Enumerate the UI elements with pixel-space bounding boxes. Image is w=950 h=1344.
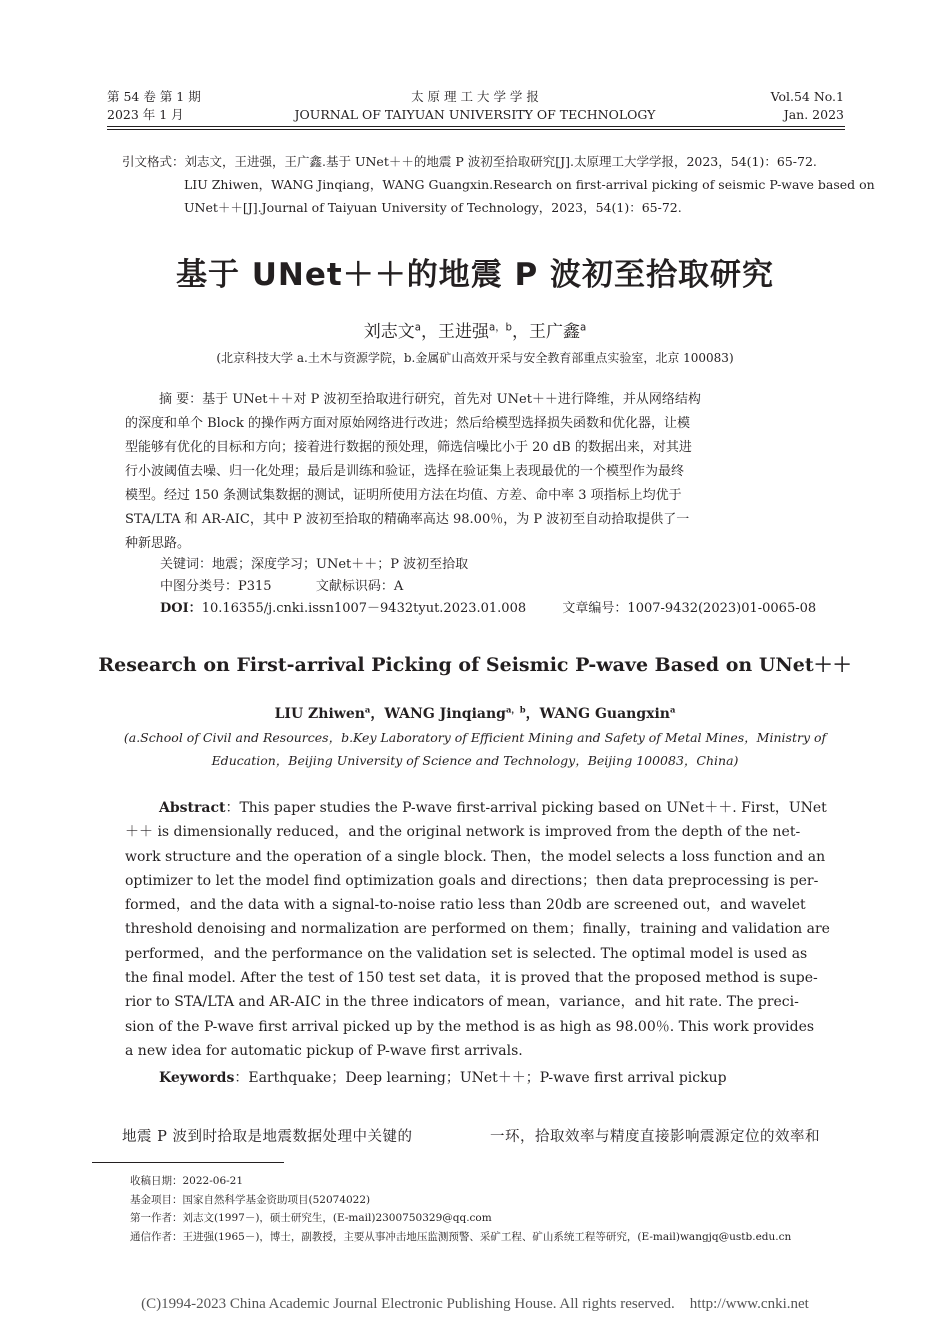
copyright-notice: (C)1994-2023 China Academic Journal Electronic Publishing House. All rights reserved. http://www.cnki.net [141,1296,809,1312]
author-2-en-sup: a，b [505,704,526,715]
abstract-zh-line-3: 行小波阈值去噪、归一化处理；最后是训练和验证，选择在验证集上表现最优的一个模型作为最终 [125,464,685,479]
header-rule-top [107,126,845,127]
author-3-zh: ，王广鑫 [511,322,580,342]
abstract-en-line-9: sion of the P-wave first arrival picked up by the method is as high as 98.00％. This work provides [125,1018,815,1035]
abstract-en-line-6: performed，and the performance on the validation set is selected. The optimal model is used as [125,945,808,962]
affiliation-en-line-2: Education，Beijing University of Science and Technology，Beijing 100083，China) [211,753,739,768]
doc-code-value: A [393,579,404,594]
abstract-en-line-4: formed，and the data with a signal-to-noise ratio less than 20db are screened out，and wavelet [125,897,806,914]
header-journal-en: JOURNAL OF TAIYUAN UNIVERSITY OF TECHNOLOGY [294,107,656,122]
abstract-zh-line-4: 模型。经过 150 条测试集数据的测试，证明所使用方法在均值、方差、命中率 3 项指标上均优于 [125,488,682,503]
affiliation-zh: (北京科技大学 a.土木与资源学院，b.金属矿山高效开采与安全教育部重点实验室，北京 100083) [216,351,734,365]
abstract-zh-line-5: STA/LTA 和 AR-AIC，其中 P 波初至拾取的精确率高达 98.00％，为 P 波初至自动拾取提供了一 [125,512,690,527]
affiliation-en-line-1: (a.School of Civil and Resources，b.Key Laboratory of Efficient Mining and Safety of Metal Mines，Ministry of [123,730,827,745]
keywords-zh-label: 关键词： [160,557,213,572]
author-1-zh: 刘志文 [363,322,415,342]
abstract-en-line-7: the final model. After the test of 150 test set data，it is proved that the proposed method is supe- [125,970,818,987]
abstract-en-line-3: optimizer to let the model find optimization goals and directions；then data preprocessing is per- [125,872,819,889]
abstract-en-line-0: Abstract：This paper studies the P-wave first-arrival picking based on UNet＋＋. First，UNet [159,800,827,816]
abstract-zh-line-6: 种新思路。 [125,536,191,551]
keywords-en-label: Keywords [159,1070,235,1086]
author-2-en: ，WANG Jinqiang [370,706,506,722]
abstract-en [125,796,830,1063]
abstract-en-label: Abstract [159,800,226,816]
footnote-received: 收稿日期：2022-06-21 [130,1175,244,1187]
abstract-en-line-5: threshold denoising and normalization are performed on them；finally，training and validation are [125,921,830,938]
article-number-label: 文章编号： [562,601,628,616]
abstract-zh-label: 摘 要： [159,392,203,407]
header-vol-number: Vol.54 No.1 [770,89,844,104]
header-vol-date: Jan. 2023 [783,107,844,122]
authors-en [0,703,950,723]
footnote-funding: 基金项目：国家自然科学基金资助项目(52074022) [130,1193,371,1206]
affiliation-en [110,726,840,772]
doi-label: DOI： [160,601,202,616]
footnote-first-author: 第一作者：刘志文(1997－)，硕士研究生，(E-mail)2300750329@qq.com [130,1212,492,1224]
author-3-en: ，WANG Guangxin [525,706,670,722]
abstract-zh-line-1: 的深度和单个 Block 的操作两方面对原始网络进行改进；然后给模型选择损失函数和优化器，让模 [125,416,690,431]
classification [160,576,403,598]
footnotes [130,1172,860,1246]
abstract-zh [125,388,830,556]
citation-zh: 刘志文，王进强，王广鑫.基于 UNet＋＋的地震 P 波初至拾取研究[J].太原理工大学学报，2023，54(1)：65-72. [184,154,817,169]
article-number-value: 1007-9432(2023)01-0065-08 [627,601,817,616]
header-vol-en [771,88,844,124]
authors-zh [0,317,950,342]
footnote-rule [92,1162,284,1163]
title-en: Research on First-arrival Picking of Seismic P-wave Based on UNet＋＋ [98,654,852,676]
author-2-zh: ，王进强 [421,322,490,342]
author-1-en: LIU Zhiwen [274,706,365,722]
author-2-sup: a，b [489,322,512,334]
author-1-en-sup: a [364,704,371,715]
keywords-en-value: ：Earthquake；Deep learning；UNet＋＋；P-wave first arrival pickup [234,1070,727,1086]
doi-line [160,598,816,620]
author-3-sup: a [579,322,587,334]
footnote-corresponding-author: 通信作者：王进强(1965－)，博士，副教授，主要从事冲击地压监测预警、采矿工程、矿山系统工程等研究，(E-mail)wangjq@ustb.edu.cn [130,1230,792,1243]
citation [122,150,875,219]
header-journal [200,88,750,124]
header-date: 2023 年 1 月 [107,107,184,122]
abstract-en-line-2: work structure and the operation of a single block. Then，the model selects a loss function and an [125,848,826,865]
citation-line-2: LIU Zhiwen，WANG Jinqiang，WANG Guangxin.Research on first-arrival picking of seismic P-wave based on [184,177,875,192]
citation-line-1 [122,150,862,173]
author-1-sup: a [414,322,422,334]
keywords-zh-value: 地震；深度学习；UNet＋＋；P 波初至拾取 [212,557,469,572]
doi-value: 10.16355/j.cnki.issn1007－9432tyut.2023.01.008 [201,601,527,616]
clc-value: P315 [238,579,272,594]
abstract-en-line-8: rior to STA/LTA and AR-AIC in the three indicators of mean，variance，and hit rate. The preci- [125,994,799,1011]
body-text-continued: 一环，拾取效率与精度直接影响震源定位的效率和 [490,1129,820,1145]
header-volume: 第 54 卷 第 1 期 [107,89,201,104]
citation-label: 引文格式： [122,154,185,169]
header-rule-bottom [107,129,845,130]
keywords-zh [160,554,468,576]
keywords-en [159,1066,727,1090]
clc-label: 中图分类号： [160,579,239,594]
abstract-zh-line-0: 摘 要：基于 UNet＋＋对 P 波初至拾取进行研究，首先对 UNet＋＋进行降维，并从网络结构 [159,392,701,407]
body-text-start: 地震 P 波到时拾取是地震数据处理中关键的 [122,1129,413,1145]
abstract-en-line-1: ＋＋ is dimensionally reduced，and the original network is improved from the depth of the net- [125,824,801,841]
title-zh: 基于 UNet＋＋的地震 P 波初至拾取研究 [175,257,775,293]
author-3-en-sup: a [669,704,676,715]
header-issue [107,88,201,124]
abstract-en-line-10: a new idea for automatic pickup of P-wave first arrivals. [125,1042,523,1059]
header-journal-zh: 太 原 理 工 大 学 学 报 [411,89,539,104]
doc-code-label: 文献标识码： [315,579,394,594]
abstract-zh-line-2: 型能够有优化的目标和方向；接着进行数据的预处理，筛选信噪比小于 20 dB 的数据出来，对其进 [125,440,692,455]
citation-line-3: UNet＋＋[J].Journal of Taiyuan University of Technology，2023，54(1)：65-72. [184,200,682,215]
